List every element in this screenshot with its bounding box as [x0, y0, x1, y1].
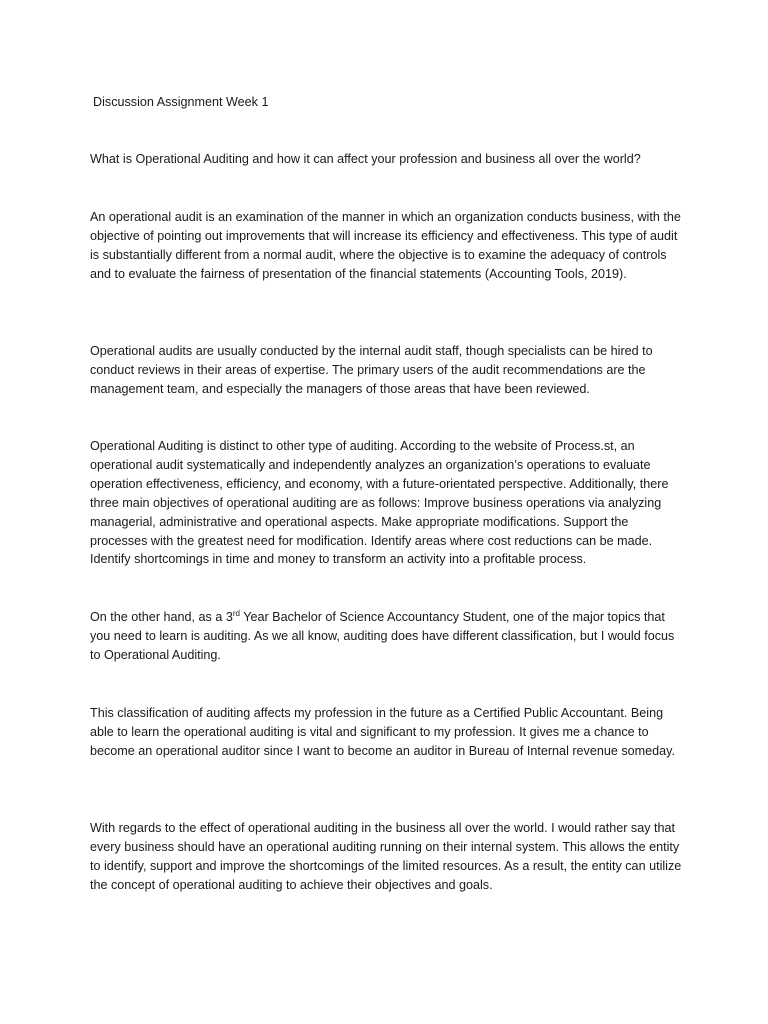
ordinal-superscript: rd: [232, 608, 240, 618]
paragraph-definition: An operational audit is an examination of the manner in which an organization conducts business, with the objective of pointing out improvements that will increase its efficiency and effectiveness. This type of audit is substantially different from a normal audit, where the objective is to examine the adequacy of controls and to evaluate the fairness of presentation of the financial statements (Accounting Tools, 2019).: [90, 210, 681, 281]
document-title: Discussion Assignment Week 1: [93, 95, 269, 109]
discussion-question: What is Operational Auditing and how it can affect your profession and business all over the world?: [90, 152, 641, 166]
paragraph-objectives: Operational Auditing is distinct to other type of auditing. According to the website of Process.st, an operational audit systematically and independently analyzes an organization’s operations to evaluate operation effectiveness, efficiency, and economy, with a future-orientated perspective. Additionally, there three main objectives of operational auditing are as follows: Improve business operations via analyzing managerial, administrative and operational aspects. Make appropriate modifications. Support the processes with the greatest need for modification. Identify areas where cost reductions can be made. Identify shortcomings in time and money to transform an activity into a profitable process.: [90, 439, 669, 567]
paragraph-conducted-by: Operational audits are usually conducted by the internal audit staff, though specialists can be hired to conduct reviews in their areas of expertise. The primary users of the audit recommendations are the management team, and especially the managers of those areas that have been reviewed.: [90, 344, 653, 396]
paragraph-profession-impact: This classification of auditing affects my profession in the future as a Certified Public Accountant. Being able to learn the operational auditing is vital and significant to my profession. It gives me a chance to become an operational auditor since I want to become an auditor in Bureau of Internal revenue someday.: [90, 706, 676, 758]
paragraph-text-before: On the other hand, as a 3: [90, 610, 233, 624]
paragraph-student-perspective: [90, 608, 686, 665]
paragraph-business-impact: With regards to the effect of operational auditing in the business all over the world. I would rather say that every business should have an operational auditing running on their internal system. This allows the entity to identify, support and improve the shortcomings of the limited resources. As a result, the entity can utilize the concept of operational auditing to achieve their objectives and goals.: [90, 821, 682, 892]
paragraph-text-after: Year Bachelor of Science Accountancy Student, one of the major topics that you need to learn is auditing. As we all know, auditing does have different classification, but I would focus to Operational Auditing.: [90, 610, 675, 662]
